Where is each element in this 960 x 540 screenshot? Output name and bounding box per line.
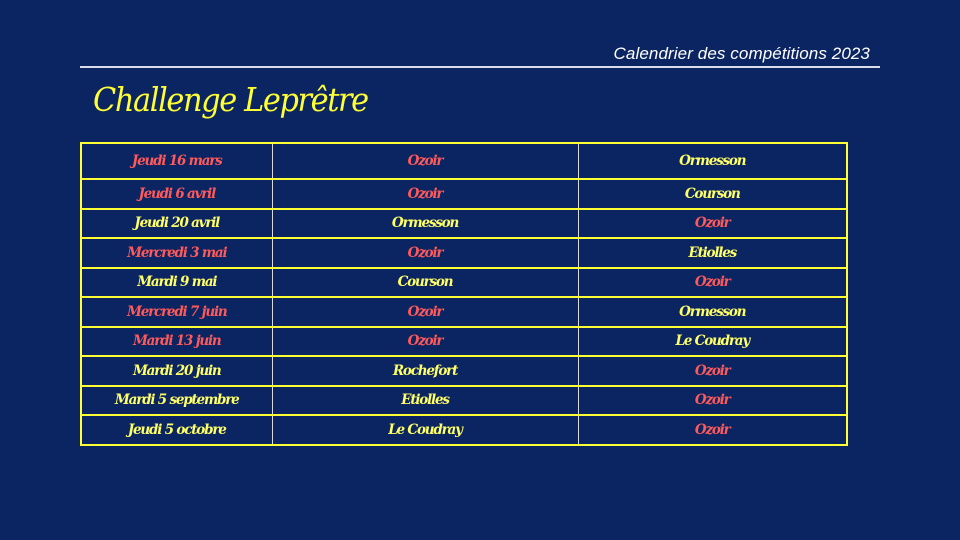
venue1-cell: Rochefort [272, 356, 578, 386]
venue2-cell: Ozoir [578, 415, 847, 445]
venue2-cell: Le Coudray [578, 327, 847, 357]
venue2-cell: Ormesson [578, 143, 847, 179]
page-title: Challenge Leprêtre [93, 80, 368, 119]
table-row [81, 238, 847, 268]
venue2-cell: Etiolles [578, 238, 847, 268]
table-row [81, 209, 847, 239]
date-cell: Mardi 20 juin [81, 356, 272, 386]
venue2-cell: Ozoir [578, 356, 847, 386]
table-row [81, 415, 847, 445]
table-row [81, 356, 847, 386]
header-divider [80, 66, 880, 68]
date-cell: Jeudi 20 avril [81, 209, 272, 239]
table-row [81, 268, 847, 298]
date-cell: Mardi 13 juin [81, 327, 272, 357]
date-cell: Jeudi 16 mars [81, 143, 272, 179]
calendar-subtitle: Calendrier des compétitions 2023 [613, 44, 870, 63]
venue2-cell: Courson [578, 179, 847, 209]
table-row [81, 143, 847, 179]
venue1-cell: Ozoir [272, 238, 578, 268]
venue2-cell: Ozoir [578, 209, 847, 239]
date-cell: Jeudi 5 octobre [81, 415, 272, 445]
venue1-cell: Ozoir [272, 297, 578, 327]
date-cell: Mercredi 3 mai [81, 238, 272, 268]
table-row [81, 297, 847, 327]
venue2-cell: Ormesson [578, 297, 847, 327]
venue1-cell: Ozoir [272, 327, 578, 357]
venue1-cell: Ozoir [272, 179, 578, 209]
table-row [81, 327, 847, 357]
date-cell: Mercredi 7 juin [81, 297, 272, 327]
venue1-cell: Courson [272, 268, 578, 298]
date-cell: Jeudi 6 avril [81, 179, 272, 209]
competition-schedule-table [80, 142, 848, 446]
venue2-cell: Ozoir [578, 268, 847, 298]
date-cell: Mardi 5 septembre [81, 386, 272, 416]
venue2-cell: Ozoir [578, 386, 847, 416]
table-row [81, 179, 847, 209]
venue1-cell: Ormesson [272, 209, 578, 239]
venue1-cell: Etiolles [272, 386, 578, 416]
venue1-cell: Le Coudray [272, 415, 578, 445]
venue1-cell: Ozoir [272, 143, 578, 179]
table-row [81, 386, 847, 416]
date-cell: Mardi 9 mai [81, 268, 272, 298]
